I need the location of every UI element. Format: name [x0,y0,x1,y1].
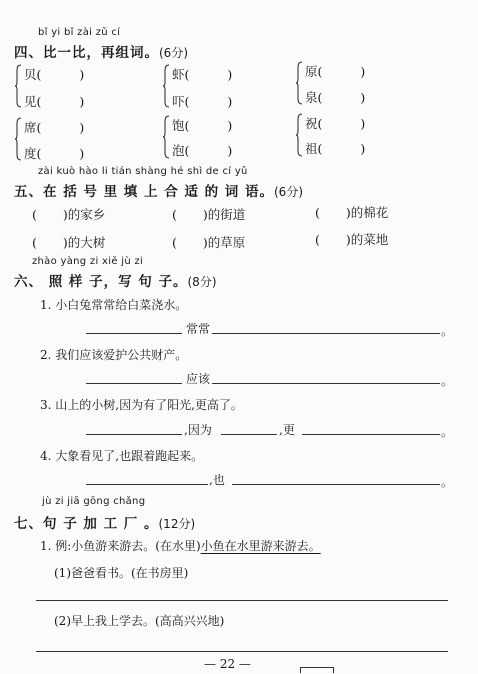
section6-heading [14,270,217,290]
period: 。 [441,425,454,439]
period: 。 [441,324,454,338]
example-line [40,537,321,554]
word-blank[interactable]: ( )的家乡 [32,207,106,222]
answer-line[interactable] [86,484,208,485]
example-sentence: 1. 小白兔常常给白菜浇水。 [40,298,188,312]
brace [296,61,303,105]
example-answer: 小鱼在水里游来游去。 [200,539,321,553]
scan-mark [300,667,334,673]
answer-line[interactable] [86,333,182,334]
answer-line[interactable] [221,434,277,435]
char-blank[interactable]: 原( ) [305,64,366,79]
brace [296,113,303,157]
brace [163,115,170,159]
answer-line[interactable] [302,434,440,435]
answer-line[interactable] [36,600,448,601]
example-sentence: 2. 我们应该爱护公共财产。 [40,348,188,362]
section7-pinyin: jù zi jiā gōng chǎng [42,496,146,507]
section4-pinyin: bǐ yi bǐ zài zǔ cí [38,27,121,38]
question-1: (1)爸爸看书。(在书房里) [54,566,189,580]
example-sentence: 3. 山上的小树,因为有了阳光,更高了。 [40,398,243,412]
keyword: 常常 [186,322,211,336]
section5-heading [14,180,303,200]
section6-pinyin: zhào yàng zi xiě jù zi [32,256,144,267]
keyword: ,也 [209,473,225,487]
section4-points: (6分) [159,46,188,60]
example-prompt: 1. 例:小鱼游来游去。(在水里) [40,539,201,553]
answer-line[interactable] [86,383,182,384]
brace [163,64,170,108]
section5-points: (6分) [274,185,303,199]
word-blank[interactable]: ( )的棉花 [315,205,389,220]
brace [15,64,22,108]
char-blank[interactable]: 泉( ) [305,90,366,105]
section6-title: 六、 照 样 子，写 句 子。 [14,274,188,290]
char-blank[interactable]: 见( ) [24,94,85,109]
section4-title: 四、比一比，再组词。 [14,45,159,61]
word-blank[interactable]: ( )的大树 [32,235,106,250]
answer-line[interactable] [36,651,448,652]
section7-heading [14,512,195,532]
question-2: (2)早上我上学去。(高高兴兴地) [54,614,225,628]
section7-title: 七、句 子 加 工 厂 。 [14,516,159,532]
brace [15,117,22,161]
char-blank[interactable]: 祖( ) [305,141,366,156]
example-sentence: 4. 大象看见了,也跟着跑起来。 [40,449,204,463]
char-blank[interactable]: 度( ) [24,146,85,161]
period: 。 [441,374,454,388]
char-blank[interactable]: 泡( ) [172,143,233,158]
answer-line[interactable] [212,333,440,334]
answer-line[interactable] [86,434,182,435]
char-blank[interactable]: 祝( ) [305,116,366,131]
keyword: 应该 [186,372,211,386]
section6-points: (8分) [187,275,217,289]
period: 。 [441,475,454,489]
keyword: ,更 [279,423,295,437]
char-blank[interactable]: 席( ) [24,120,85,135]
char-blank[interactable]: 虾( ) [172,67,233,82]
page-number: — 22 — [204,657,251,671]
char-blank[interactable]: 饱( ) [172,118,233,133]
word-blank[interactable]: ( )的菜地 [315,232,389,247]
word-blank[interactable]: ( )的草原 [172,235,246,250]
char-blank[interactable]: 吓( ) [172,94,233,109]
answer-line[interactable] [232,484,440,485]
char-blank[interactable]: 贝( ) [24,67,85,82]
section5-pinyin: zài kuò hào li tián shàng hé shì de cí yǔ [38,166,248,177]
answer-line[interactable] [212,383,440,384]
section4-heading [14,41,188,61]
word-blank[interactable]: ( )的街道 [172,207,246,222]
section7-points: (12分) [158,517,196,531]
keyword: ,因为 [184,423,212,437]
section5-title: 五、在 括 号 里 填 上 合 适 的 词 语。 [14,184,274,200]
